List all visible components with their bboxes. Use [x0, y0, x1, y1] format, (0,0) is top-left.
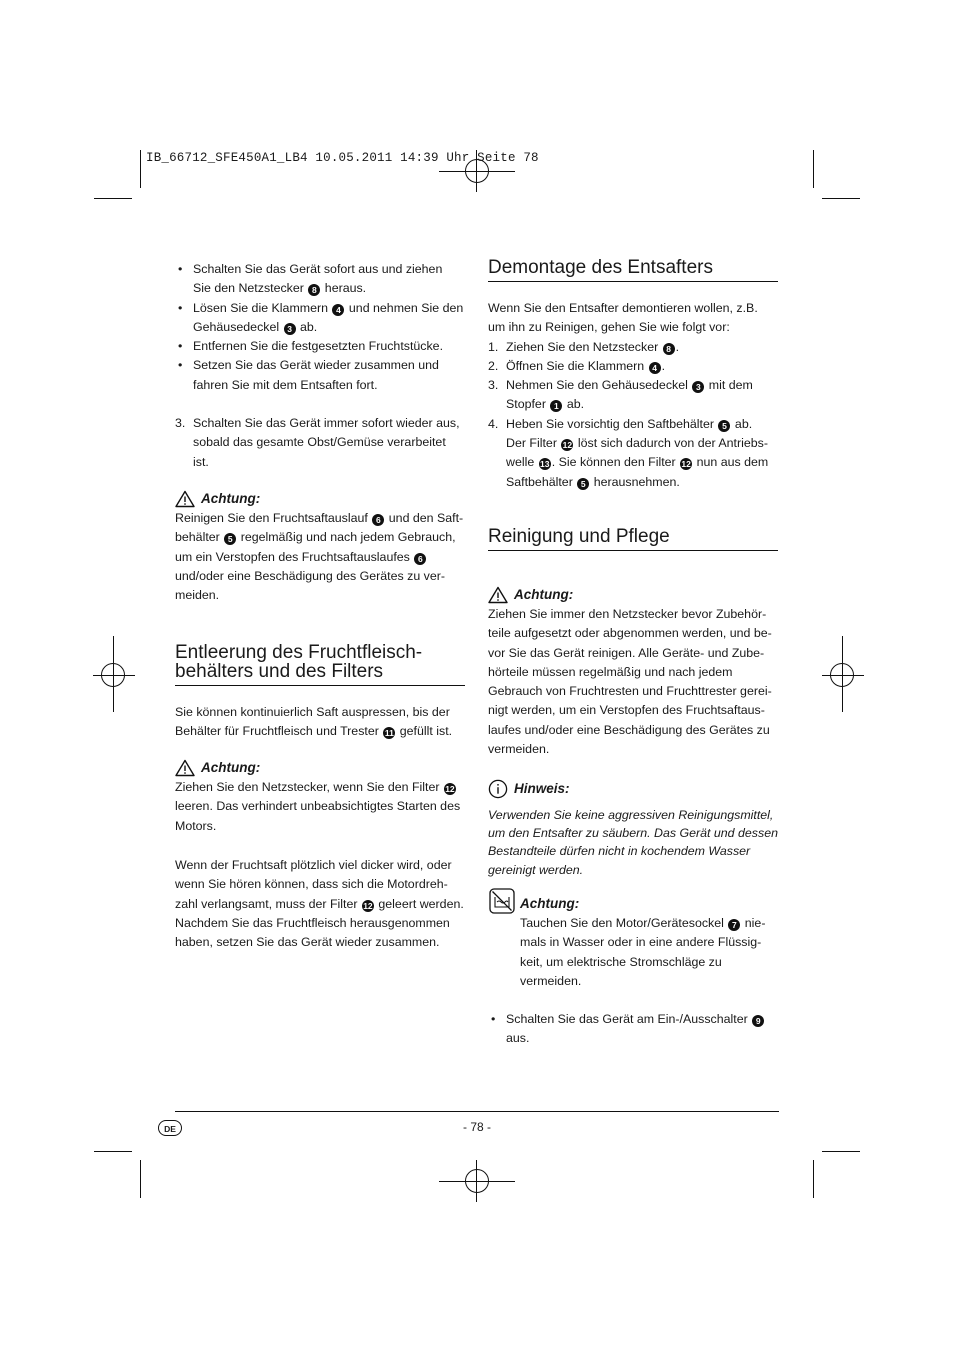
paragraph-emptying-intro: Sie können kontinuierlich Saft auspressen, bis der Behälter für Fruchtfleisch und Trester 11 gefüllt ist. [175, 705, 453, 739]
crop-mark [94, 198, 132, 199]
language-badge: DE [158, 1120, 182, 1136]
warning-triangle-icon [175, 759, 195, 777]
part-number-badge: 4 [332, 304, 344, 316]
crop-mark [813, 1160, 814, 1198]
crop-mark [140, 1160, 141, 1198]
warning-box-water: Achtung: Tauchen Sie den Motor/Gerätesockel 7 nie- mals in Wasser oder in eine andere Flüssig- keit, um elektrische Stromschläge zu vermeiden. [520, 896, 766, 988]
print-slug: IB_66712_SFE450A1_LB4 10.05.2011 14:39 Uhr Seite 78 [146, 151, 539, 165]
part-number-badge: 8 [663, 343, 675, 355]
section-heading-cleaning: Reinigung und Pflege [488, 527, 778, 551]
part-number-badge: 12 [445, 784, 455, 794]
list-item: 2. Öffnen Sie die Klammern 4 . [488, 358, 666, 373]
crop-mark [94, 1151, 132, 1152]
warning-box-cleaning-outlet: Achtung: Reinigen Sie den Fruchtsaftauslauf 6 und den Saft- behälter 5 regelmäßig und nach jedem Gebrauch, um ein Verstopfen des Fruchtsaftauslaufes 6 und/oder eine Beschädigung des Gerätes zu ver- meiden. [175, 491, 464, 603]
power-off-bullet [488, 1010, 780, 1049]
list-item: 4. Heben Sie vorsichtig den Saftbehälter 5 ab. Der Filter 12 löst sich dadurch von der Antriebs- welle 13 . Sie können den Filter 12 nun aus dem Saftbehälter 5 herausnehmen. [488, 416, 769, 489]
part-number-badge: 6 [372, 514, 384, 526]
warning-triangle-icon [175, 490, 195, 508]
part-number-badge: 5 [224, 533, 236, 545]
part-number-badge: 6 [414, 553, 426, 565]
part-number-badge: 12 [681, 459, 691, 470]
info-icon [488, 779, 508, 799]
page-number: - 78 - [462, 1120, 491, 1134]
crop-mark [822, 1151, 860, 1152]
part-number-badge: 8 [308, 284, 320, 296]
part-number-badge: 13 [539, 459, 550, 470]
section-heading-disassembly: Demontage des Entsafters [488, 258, 778, 282]
part-number-badge: 9 [752, 1015, 764, 1027]
part-number-badge: 3 [284, 323, 296, 335]
part-number-badge: 7 [728, 919, 740, 931]
part-number-badge: 12 [562, 440, 573, 451]
section-heading-emptying: Entleerung des Fruchtfleisch- behälters und des Filters [175, 643, 465, 686]
paragraph-thick-juice: Wenn der Fruchtsaft plötzlich viel dicker wird, oder wenn Sie hören können, dass sich die Motordreh- zahl verlangsamt, muss der Filter 12 geleert werden. Nachdem Sie das Fruchtfleisch herausgenommen haben, setzen Sie das Gerät wieder zusammen. [175, 858, 464, 950]
part-number-badge: 5 [718, 420, 730, 432]
no-immersion-icon [489, 888, 515, 914]
crop-mark [813, 150, 814, 188]
warning-triangle-icon [488, 586, 508, 604]
list-item: • Setzen Sie das Gerät wieder zusammen und fahren Sie mit dem Entsaften fort. [175, 356, 467, 395]
list-item: • Entfernen Sie die festgesetzten Fruchtstücke. [175, 337, 467, 356]
list-item: • Lösen Sie die Klammern 4 und nehmen Sie den Gehäusedeckel 3 ab. [175, 299, 467, 338]
list-item: • Schalten Sie das Gerät sofort aus und ziehen Sie den Netzstecker 8 heraus. [175, 260, 467, 299]
part-number-badge: 12 [363, 900, 373, 911]
left-bullets [175, 260, 467, 395]
part-number-badge: 3 [692, 381, 704, 393]
left-step-3: 3. Schalten Sie das Gerät immer sofort wieder aus, sobald das gesamte Obst/Gemüse verarbeitet ist. [175, 416, 460, 469]
warning-box-filter: Achtung: Ziehen Sie den Netzstecker, wenn Sie den Filter 12 leeren. Das verhindert unbeabsichtigtes Starten des Motors. [175, 760, 461, 833]
part-number-badge: 5 [577, 478, 589, 490]
warning-box-unplug: Achtung: Ziehen Sie immer den Netzstecker bevor Zubehör- teile aufgesetzt oder abgenommen werden, und be- vor Sie das Gerät reinigen. Alle Geräte- und Zube- hörteile müssen regelmäßig und nach jedem Gebrauch von Fruchtresten und Fruchttrester gerei- nigt werden, um ein Verstopfen des Fruchtsaftaus- laufes und/oder eine Beschädigung des Gerätes zu vermeiden. [488, 587, 772, 757]
crop-mark [140, 150, 141, 188]
part-number-badge: 1 [550, 400, 562, 412]
footer-rule [175, 1111, 779, 1112]
disassembly-instructions: Wenn Sie den Entsafter demontieren wollen, z.B. um ihn zu Reinigen, gehen Sie wie folgt vor: 1. Ziehen Sie den Netzstecker 8 . 2. Öffnen Sie die Klammern 4 . 3. Nehmen Sie den Gehäusedeckel 3 mit dem Stopfer 1 ab. 4. Heben Sie vorsichtig den Saftbehälter 5 ab. Der Filter 12 löst sich dadurch von der Antriebs- welle 13 . Sie können den Filter 12 nun aus dem Saftbehälter 5 herausnehmen. [488, 299, 780, 492]
list-item: 1. Ziehen Sie den Netzstecker 8 . [488, 339, 680, 354]
list-item: 3. Nehmen Sie den Gehäusedeckel 3 mit dem Stopfer 1 ab. [488, 378, 753, 412]
hint-box: Hinweis: Verwenden Sie keine aggressiven Reinigungsmittel, um den Entsafter zu säubern. Das Gerät und dessen Bestandteile dürfen nicht in kochendem Wasser gereinigt werden. [488, 780, 778, 877]
part-number-badge: 11 [384, 728, 394, 739]
list-item: • Schalten Sie das Gerät am Ein-/Ausschalter 9 aus. [488, 1010, 780, 1049]
crop-mark [822, 198, 860, 199]
part-number-badge: 4 [649, 362, 661, 374]
